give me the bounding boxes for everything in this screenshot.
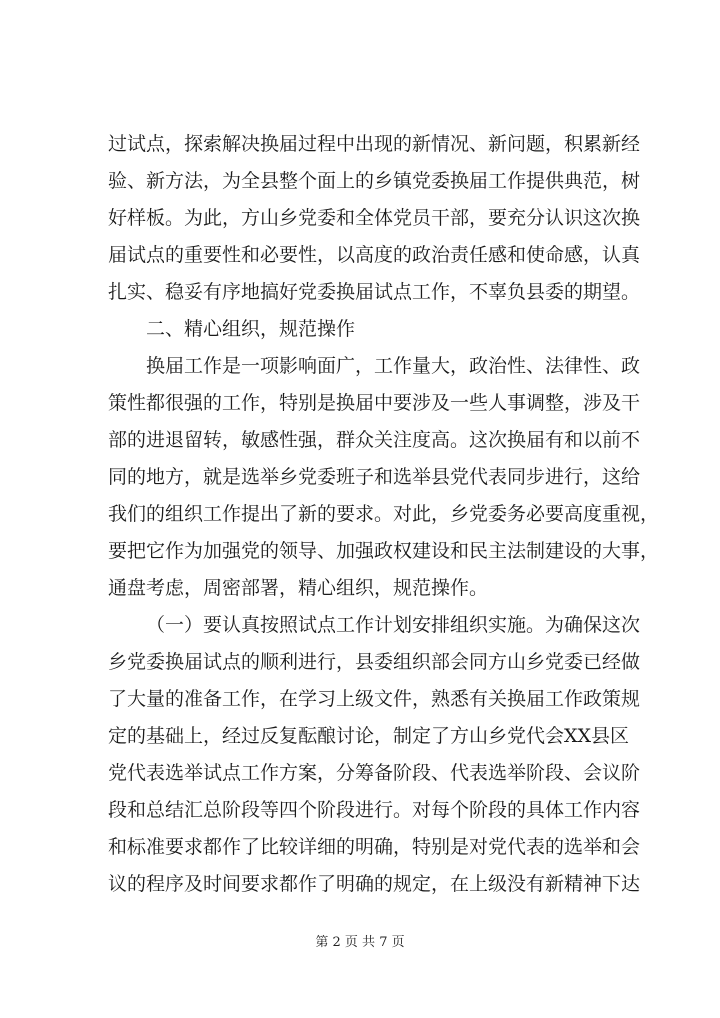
text-line: 通盘考虑，周密部署，精心组织，规范操作。 xyxy=(108,577,489,599)
document-body xyxy=(108,126,660,903)
text-line: 我们的组织工作提出了新的要求。对此，乡党委务必要高度重视， xyxy=(108,503,660,525)
text-line: 换届工作是一项影响面广，工作量大，政治性、法律性、政 xyxy=(146,355,641,377)
section-heading: 二、精心组织，规范操作 xyxy=(146,318,356,340)
text-line: 定的基础上，经过反复酝酿讨论，制定了方山乡党代会XX县区 xyxy=(108,725,630,747)
text-line: 党代表选举试点工作方案，分筹备阶段、代表选举阶段、会议阶 xyxy=(108,762,641,784)
text-line: 要把它作为加强党的领导、加强政权建设和民主法制建设的大事， xyxy=(108,540,660,562)
text-line: 议的程序及时间要求都作了明确的规定，在上级没有新精神下达 xyxy=(108,873,641,895)
text-line: 了大量的准备工作，在学习上级文件，熟悉有关换届工作政策规 xyxy=(108,688,641,710)
text-line: 部的进退留转，敏感性强，群众关注度高。这次换届有和以前不 xyxy=(108,429,641,451)
text-line: 乡党委换届试点的顺利进行，县委组织部会同方山乡党委已经做 xyxy=(108,651,641,673)
text-line: 好样板。为此，方山乡党委和全体党员干部，要充分认识这次换 xyxy=(108,207,641,229)
text-line: 策性都很强的工作，特别是换届中要涉及一些人事调整，涉及干 xyxy=(108,392,641,414)
text-line: 届试点的重要性和必要性，以高度的政治责任感和使命感，认真 xyxy=(108,244,641,266)
text-line: 段和总结汇总阶段等四个阶段进行。对每个阶段的具体工作内容 xyxy=(108,799,641,821)
text-line: 和标准要求都作了比较详细的明确，特别是对党代表的选举和会 xyxy=(108,836,641,858)
text-line: 过试点，探索解决换届过程中出现的新情况、新问题，积累新经 xyxy=(108,133,641,155)
text-line: 验、新方法，为全县整个面上的乡镇党委换届工作提供典范，树 xyxy=(108,170,641,192)
subsection-heading: （一）要认真按照试点工作计划安排组织实施。为确保这次 xyxy=(146,614,641,636)
text-line: 扎实、稳妥有序地搞好党委换届试点工作，不辜负县委的期望。 xyxy=(108,281,641,303)
page-number-footer: 第 2 页 共 7 页 xyxy=(315,935,405,950)
text-line: 同的地方，就是选举乡党委班子和选举县党代表同步进行，这给 xyxy=(108,466,641,488)
